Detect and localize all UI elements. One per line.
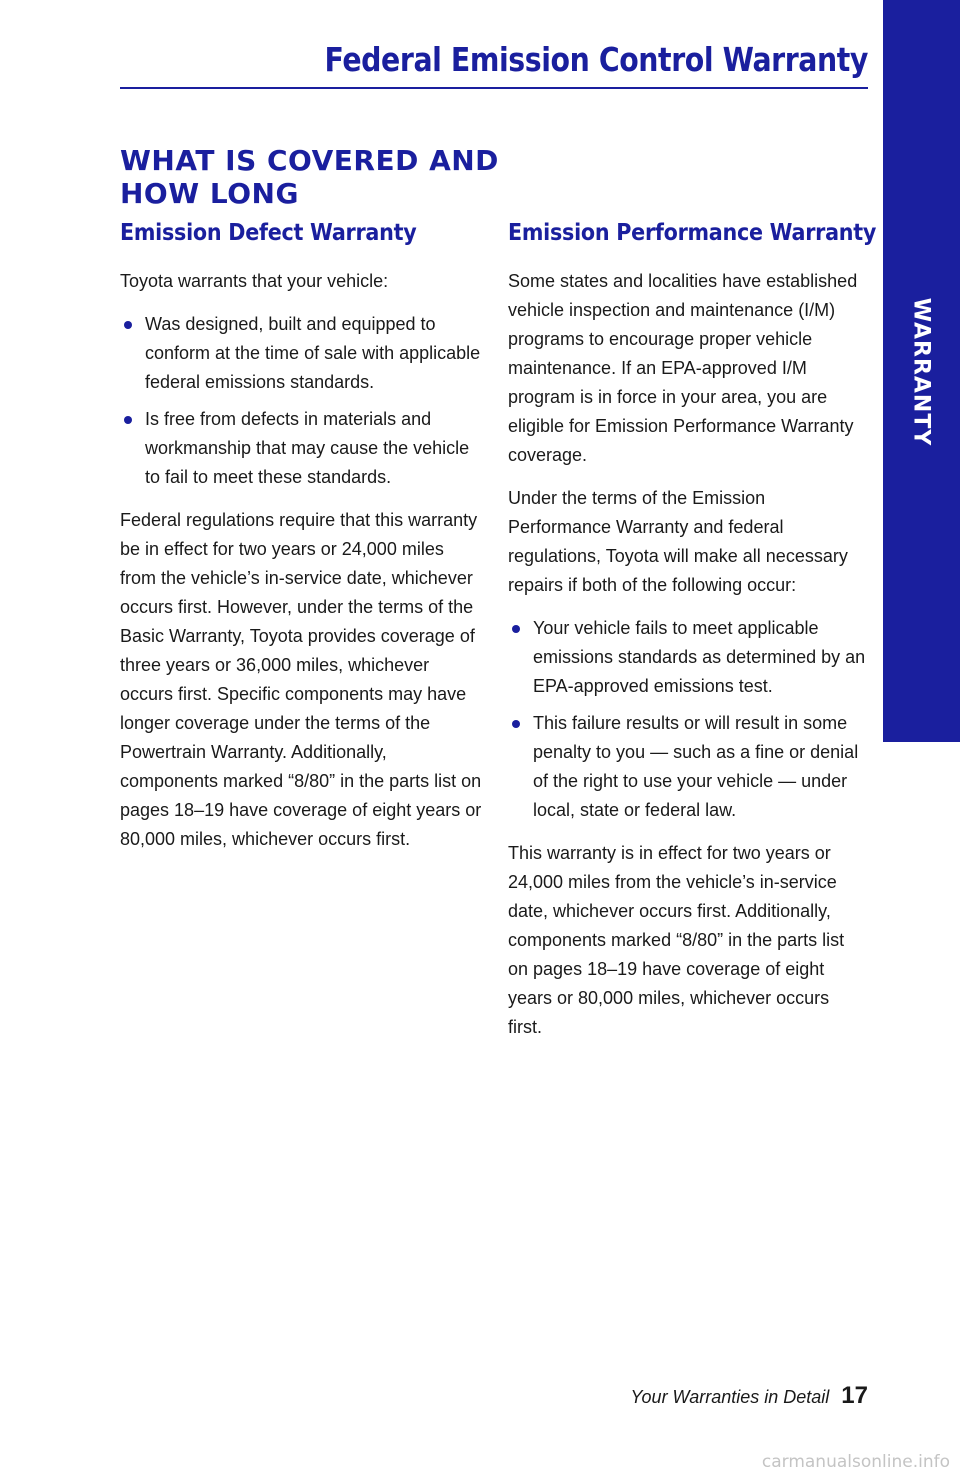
defect-body: Federal regulations require that this warranty be in effect for two years or 24,000 miles from the vehicle’s in-service date, whichever occurs first. However, under the terms of the Basic Warranty, Toyota provides coverage of three years or 36,000 miles, whichever occurs first. Specific components may have longer coverage under the terms of the Powertrain Warranty. Additionally, components marked “8/80” in the parts list on pages 18–19 have coverage of eight years or 80,000 miles, whichever occurs first.	[120, 510, 482, 849]
performance-paragraph-1: Some states and localities have established vehicle inspection and maintenance (I/M) programs to encourage proper vehicle maintenance. If an EPA-approved I/M program is in force in your area, you are eligible for Emission Performance Warranty coverage.	[508, 271, 858, 465]
performance-paragraph-2: Under the terms of the Emission Performance Warranty and federal regulations, Toyota will make all necessary repairs if both of the following occur:	[508, 488, 848, 595]
section-heading	[120, 144, 540, 210]
defect-intro: Toyota warrants that your vehicle:	[120, 271, 389, 291]
footer-section-name: Your Warranties in Detail	[630, 1387, 830, 1407]
emission-defect-warranty-section	[120, 217, 482, 868]
list-item	[120, 310, 482, 397]
list-item-text: This failure results or will result in some penalty to you — such as a fine or denial of the right to use your vehicle — under local, state or federal law.	[533, 713, 859, 820]
list-item-text: Your vehicle fails to meet applicable emissions standards as determined by an EPA-approved emissions test.	[533, 618, 866, 696]
list-item	[508, 614, 868, 701]
emission-performance-warranty-section	[508, 217, 877, 1056]
list-item-text: Was designed, built and equipped to conform at the time of sale with applicable federal emissions standards.	[145, 314, 481, 392]
list-item	[508, 709, 868, 825]
defect-bullet-list	[120, 310, 482, 492]
bullet-icon	[124, 416, 132, 424]
bullet-icon	[512, 720, 520, 728]
list-item-text: Is free from defects in materials and workmanship that may cause the vehicle to fail to meet these standards.	[145, 409, 470, 487]
page-number: 17	[841, 1382, 868, 1409]
emission-defect-warranty-title: Emission Defect Warranty	[120, 220, 417, 246]
section-heading-line-2: HOW LONG	[120, 177, 299, 210]
page-header	[120, 38, 868, 89]
list-item	[120, 405, 482, 492]
title-rule	[120, 87, 868, 89]
page-title: Federal Emission Control Warranty	[324, 40, 869, 79]
section-tab-warranty[interactable]	[883, 0, 960, 742]
watermark: carmanualsonline.info	[761, 1452, 950, 1472]
section-tab-label: WARRANTY	[908, 297, 934, 447]
bullet-icon	[124, 321, 132, 329]
bullet-icon	[512, 625, 520, 633]
page-footer	[631, 1382, 868, 1410]
section-heading-line-1: WHAT IS COVERED AND	[120, 144, 499, 177]
performance-paragraph-3: This warranty is in effect for two years or 24,000 miles from the vehicle’s in-service date, whichever occurs first. Additionally, components marked “8/80” in the parts list on pages 18–19 have coverage of eight years or 80,000 miles, whichever occurs first.	[508, 843, 845, 1037]
emission-performance-warranty-title: Emission Performance Warranty	[508, 220, 877, 246]
performance-bullet-list	[508, 614, 868, 825]
